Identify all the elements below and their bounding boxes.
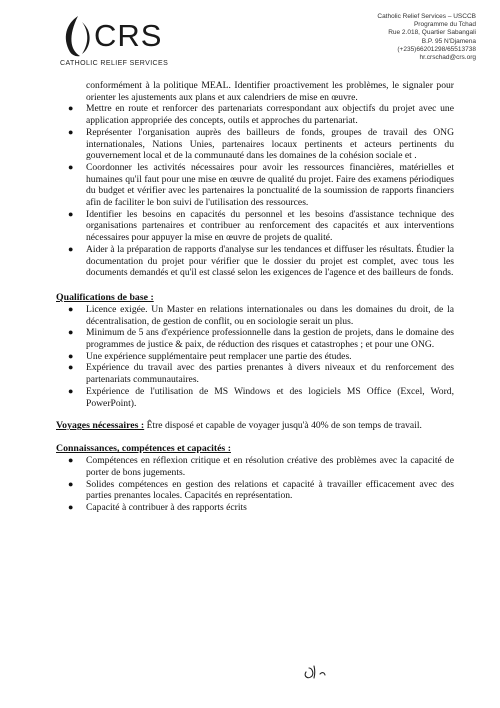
bullet-icon: ● xyxy=(68,303,74,314)
list-item: ● Aider à la préparation de rapports d'analyse sur les tendances et diffuser les résultats. Étudier la documentation du projet pour vérifier que le dossier du projet est complet, avec tous les documents demandés et qu'il est classé selon les exigences de l'agence et des bailleurs de fonds. xyxy=(68,243,454,279)
list-item: ● Expérience du travail avec des parties prenantes à divers niveaux et du renforcement des partenariats communautaires. xyxy=(68,362,454,386)
travel-text: Être disposé et capable de voyager jusqu'à 40% de son temps de travail. xyxy=(144,420,422,432)
logo-subtitle: CATHOLIC RELIEF SERVICES xyxy=(60,60,169,67)
bullet-icon: ● xyxy=(68,455,74,466)
list-item: ● Représenter l'organisation auprès des bailleurs de fonds, groupes de travail des ONG internationales, Nations Unies, partenaires locaux pertinents et acteurs pertinents du gouvernement local et de la communauté dans les domaines de la cohésion sociale et . xyxy=(68,126,454,162)
bullet-icon: ● xyxy=(68,208,74,219)
list-item: ● Coordonner les activités nécessaires pour avoir les ressources financières, matérielles et humaines qu'il faut pour une mise en œuvre de qualité du projet. Faire des examens périodiques du budget et vérifier avec les partenaires la ponctualité de la soumission de rapports financiers afin de faciliter le bon suivi de l'utilisation des ressources. xyxy=(68,161,454,209)
list-item: ● Mettre en route et renforcer des partenariats correspondant aux objectifs du projet avec une application appropriée des concepts, outils et approches du partenariat. xyxy=(68,103,454,127)
org-line: Rue 2.018, Quartier Sabangali xyxy=(388,29,476,37)
org-email: hr.crschad@crs.org xyxy=(419,54,476,62)
bullet-icon: ● xyxy=(68,327,74,338)
responsibilities-list xyxy=(56,103,454,279)
list-item: ● Licence exigée. Un Master en relations internationales ou dans les domaines du droit, de la décentralisation, de gestion de conflit, ou en sociologie serait un plus. xyxy=(68,303,454,327)
bullet-icon: ● xyxy=(68,103,74,114)
organization-address xyxy=(306,13,476,62)
bullet-icon: ● xyxy=(68,350,74,361)
knowledge-heading: Connaissances, compétences et capacités : xyxy=(56,443,231,455)
org-line: B.P. 95 N'Djamena xyxy=(421,37,476,45)
crs-logo xyxy=(58,10,208,72)
crs-flame-logo-icon xyxy=(58,14,98,58)
knowledge-list xyxy=(56,455,454,514)
org-line: (+235)66201298/65513738 xyxy=(397,45,476,53)
list-item: ● Solides compétences en gestion des relations et capacité à travailler efficacement avec des parties prenantes locales. Capacités en représentation. xyxy=(68,478,454,502)
bullet-icon: ● xyxy=(68,385,74,396)
list-item: ● Identifier les besoins en capacités du personnel et les besoins d'assistance technique des organisations partenaires et contribuer au renforcement des capacités et aux interventions nécessaires pour appuyer la mise en œuvre de projets de qualité. xyxy=(68,208,454,244)
bullet-icon: ● xyxy=(68,502,74,513)
bullet-icon: ● xyxy=(68,478,74,489)
logo-wordmark: CRS xyxy=(94,18,163,53)
document-body xyxy=(56,80,454,514)
travel-requirement xyxy=(56,420,454,432)
org-line: Catholic Relief Services – USCCB xyxy=(377,13,476,20)
bullet-icon: ● xyxy=(68,362,74,373)
list-item: ● Minimum de 5 ans d'expérience professionnelle dans la gestion de projets, dans le domaine des programmes de justice & paix, de réduction des risques et catastrophes ; et pour une ONG. xyxy=(68,327,454,351)
qualifications-list xyxy=(56,304,454,409)
list-item: ● Une expérience supplémentaire peut remplacer une partie des études. xyxy=(68,350,352,362)
qualifications-heading: Qualifications de base : xyxy=(56,291,154,303)
list-item: ● Compétences en réflexion critique et en résolution créative des problèmes avec la capacité de porter de bons jugements. xyxy=(68,455,454,478)
initials-signature xyxy=(300,660,340,682)
org-line: Programme du Tchad xyxy=(413,21,476,29)
bullet-icon: ● xyxy=(68,161,74,172)
travel-heading: Voyages nécessaires : xyxy=(56,420,145,432)
list-item: ● Expérience de l'utilisation de MS Windows et des logiciels MS Office (Excel, Word, PowerPoint). xyxy=(68,385,454,409)
intro-continuation: conformément à la politique MEAL. Identifier proactivement les problèmes, le signaler pour orienter les ajustements aux plans et aux calendriers de mise en œuvre. xyxy=(86,80,454,103)
bullet-icon: ● xyxy=(68,243,74,254)
bullet-icon: ● xyxy=(68,126,74,137)
list-item: ● Capacité à contribuer à des rapports écrits xyxy=(68,502,247,514)
